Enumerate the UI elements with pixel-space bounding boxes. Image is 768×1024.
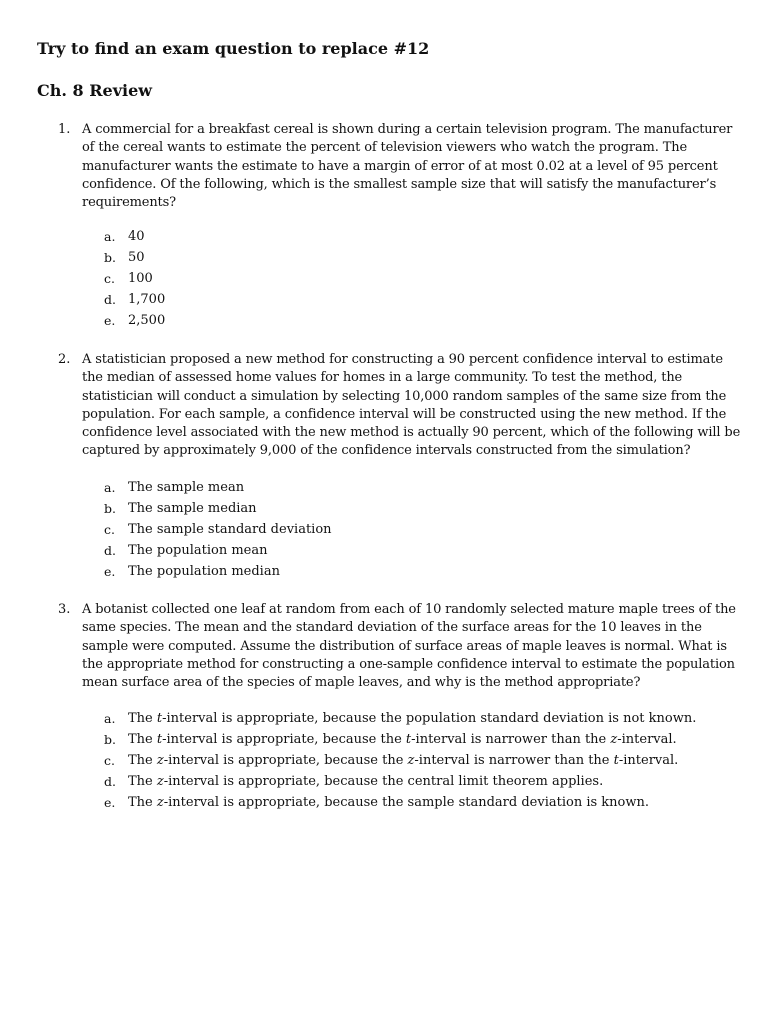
option-text-segment: -interval is appropriate, because the central limit theorem applies. bbox=[163, 774, 604, 789]
question-text-line: A botanist collected one leaf at random from each of 10 randomly selected mature maple trees of the bbox=[82, 602, 736, 617]
option-text: 40 bbox=[128, 229, 145, 244]
answer-option bbox=[0, 478, 768, 498]
italic-variable: t bbox=[613, 753, 619, 768]
option-letter: a. bbox=[104, 229, 116, 244]
question-text-line: confidence. Of the following, which is the smallest sample size that will satisfy the manufacturer’s bbox=[82, 176, 717, 192]
question-text-line: statistician will conduct a simulation by selecting 10,000 random samples of the same size from the bbox=[82, 388, 727, 404]
answer-option bbox=[0, 751, 768, 771]
option-text: The sample standard deviation bbox=[128, 522, 332, 537]
answer-option bbox=[0, 772, 768, 792]
option-text: 2,500 bbox=[128, 313, 166, 328]
option-letter: c. bbox=[104, 753, 115, 768]
option-text: 100 bbox=[128, 271, 153, 286]
question-text bbox=[82, 121, 734, 212]
option-letter: c. bbox=[104, 271, 115, 286]
italic-variable: z bbox=[610, 732, 618, 747]
option-letter: e. bbox=[104, 795, 116, 810]
italic-variable: z bbox=[156, 795, 164, 810]
question-text-line: requirements? bbox=[82, 195, 176, 211]
question-text-line: population. For each sample, a confidence interval will be constructed using the new method. If the bbox=[82, 406, 727, 422]
option-text-segment: -interval is narrower than the bbox=[411, 732, 611, 747]
answer-option bbox=[0, 499, 768, 519]
answer-option bbox=[0, 793, 768, 813]
question-number: 1. bbox=[58, 122, 71, 137]
answer-option bbox=[0, 290, 768, 310]
answer-option bbox=[0, 541, 768, 561]
option-text bbox=[128, 709, 696, 729]
question-text-line: sample were computed. Assume the distribution of surface areas of maple leaves is normal. What is bbox=[82, 638, 727, 654]
option-text-segment: -interval is appropriate, because the sample standard deviation is known. bbox=[163, 795, 649, 810]
option-text-segment: -interval. bbox=[617, 732, 677, 747]
question-number: 3. bbox=[58, 602, 71, 617]
question-text-line: same species. The mean and the standard deviation of the surface areas for the 10 leaves in the bbox=[82, 620, 702, 636]
option-letter: e. bbox=[104, 313, 116, 328]
option-letter: d. bbox=[104, 543, 116, 558]
question-text bbox=[82, 601, 734, 692]
section-heading: Ch. 8 Review bbox=[37, 81, 153, 100]
option-text-segment: The bbox=[128, 774, 157, 789]
option-letter: a. bbox=[104, 480, 116, 495]
question-text-line: the appropriate method for constructing a one-sample confidence interval to estimate the population bbox=[82, 656, 735, 672]
question-text bbox=[82, 351, 741, 461]
italic-variable: z bbox=[407, 753, 415, 768]
option-text bbox=[128, 793, 649, 813]
question-text-line: manufacturer wants the estimate to have a margin of error of at most 0.02 at a level of 95 percent bbox=[82, 158, 718, 174]
italic-variable: z bbox=[156, 774, 164, 789]
option-text: The population median bbox=[128, 564, 280, 579]
option-text-segment: -interval is appropriate, because the bbox=[163, 753, 408, 768]
question-text-line: mean surface area of the species of maple leaves, and why is the method appropriate? bbox=[82, 675, 641, 691]
option-text-segment: -interval is appropriate, because the population standard deviation is not known. bbox=[162, 711, 697, 726]
question-text-line: A statistician proposed a new method for constructing a 90 percent confidence interval to estimate bbox=[82, 352, 723, 367]
page-title: Try to find an exam question to replace #12 bbox=[37, 39, 430, 58]
option-text-segment: -interval is narrower than the bbox=[414, 753, 614, 768]
option-text: The population mean bbox=[128, 543, 268, 558]
answer-option bbox=[0, 248, 768, 268]
answer-option bbox=[0, 709, 768, 729]
option-letter: a. bbox=[104, 711, 116, 726]
option-text bbox=[128, 751, 678, 771]
question-text-line: of the cereal wants to estimate the percent of television viewers who watch the program. The bbox=[82, 140, 687, 156]
option-text-segment: -interval is appropriate, because the bbox=[162, 732, 406, 747]
question-text-line: confidence level associated with the new method is actually 90 percent, which of the following will be bbox=[82, 425, 741, 441]
option-letter: d. bbox=[104, 774, 116, 789]
answer-option bbox=[0, 730, 768, 750]
italic-variable: t bbox=[405, 732, 412, 747]
option-letter: c. bbox=[104, 522, 115, 537]
italic-variable: t bbox=[156, 732, 163, 747]
option-text bbox=[128, 730, 677, 750]
option-text-segment: The bbox=[128, 795, 157, 810]
option-text: The sample mean bbox=[128, 480, 245, 495]
italic-variable: t bbox=[156, 711, 163, 726]
question-text-line: the median of assessed home values for homes in a large community. To test the method, the bbox=[82, 370, 683, 386]
question-text-line: captured by approximately 9,000 of the confidence intervals constructed from the simulation? bbox=[82, 443, 691, 459]
option-letter: b. bbox=[104, 250, 116, 265]
option-letter: d. bbox=[104, 292, 116, 307]
option-text: 50 bbox=[128, 250, 145, 265]
answer-option bbox=[0, 311, 768, 331]
question-text-line: A commercial for a breakfast cereal is shown during a certain television program. The manufacturer bbox=[82, 122, 733, 137]
option-text: 1,700 bbox=[128, 292, 166, 307]
italic-variable: z bbox=[156, 753, 164, 768]
option-text-segment: The bbox=[128, 732, 157, 747]
answer-option bbox=[0, 562, 768, 582]
question-number: 2. bbox=[58, 352, 71, 367]
option-text bbox=[128, 772, 603, 792]
answer-option bbox=[0, 269, 768, 289]
answer-option bbox=[0, 227, 768, 247]
option-letter: e. bbox=[104, 564, 116, 579]
option-letter: b. bbox=[104, 501, 116, 516]
option-letter: b. bbox=[104, 732, 116, 747]
option-text: The sample median bbox=[128, 501, 257, 516]
option-text-segment: -interval. bbox=[618, 753, 679, 768]
option-text-segment: The bbox=[128, 711, 157, 726]
option-text-segment: The bbox=[128, 753, 157, 768]
answer-option bbox=[0, 520, 768, 540]
